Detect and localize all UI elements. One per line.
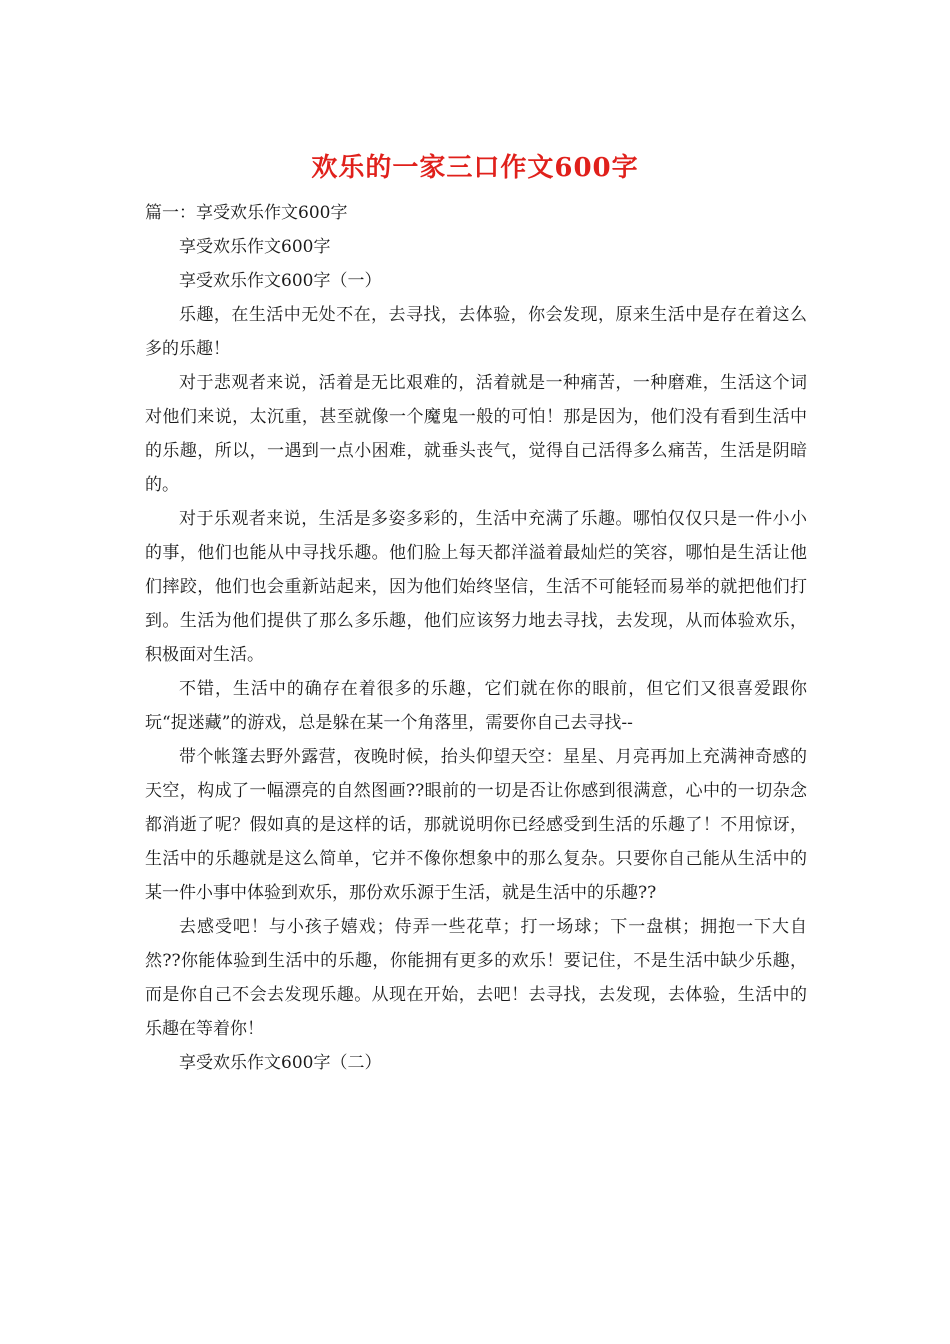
paragraph: 带个帐篷去野外露营，夜晚时候，抬头仰望天空：星星、月亮再加上充满神奇感的天空，构成了一幅漂亮的自然图画??眼前的一切是否让你感到很满意，心中的一切杂念都消逝了呢？假如真的是这样的话，那就说明你已经感受到生活的乐趣了！不用惊讶，生活中的乐趣就是这么简单，它并不像你想象中的那么复杂。只要你自己能从生活中的某一件小事中体验到欢乐，那份欢乐源于生活，就是生活中的乐趣??: [145, 747, 807, 903]
essay-title: 享受欢乐作文600字: [179, 237, 331, 257]
paragraph: 去感受吧！与小孩子嬉戏；侍弄一些花草；打一场球；下一盘棋；拥抱一下大自然??你能体验到生活中的乐趣，你能拥有更多的欢乐！要记住，不是生活中缺少乐趣，而是你自己不会去发现乐趣。从现在开始，去吧！去寻找，去发现，去体验，生活中的乐趣在等着你！: [145, 917, 807, 1039]
essay-part-heading: 享受欢乐作文600字（二）: [179, 1053, 382, 1073]
paragraph: 乐趣，在生活中无处不在，去寻找，去体验，你会发现，原来生活中是存在着这么多的乐趣！: [145, 305, 807, 359]
section-heading: 篇一：享受欢乐作文600字: [145, 203, 348, 223]
essay-part-heading: 享受欢乐作文600字（一）: [179, 271, 382, 291]
document-title: 欢乐的一家三口作文600字: [311, 153, 639, 183]
paragraph: 不错，生活中的确存在着很多的乐趣，它们就在你的眼前，但它们又很喜爱跟你玩“捉迷藏”的游戏，总是躲在某一个角落里，需要你自己去寻找--: [145, 679, 807, 733]
document-body: [145, 196, 807, 1080]
paragraph: 对于乐观者来说，生活是多姿多彩的，生活中充满了乐趣。哪怕仅仅只是一件小小的事，他们也能从中寻找乐趣。他们脸上每天都洋溢着最灿烂的笑容，哪怕是生活让他们摔跤，他们也会重新站起来，因为他们始终坚信，生活不可能轻而易举的就把他们打到。生活为他们提供了那么多乐趣，他们应该努力地去寻找，去发现，从而体验欢乐，积极面对生活。: [145, 509, 807, 665]
paragraph: 对于悲观者来说，活着是无比艰难的，活着就是一种痛苦，一种磨难，生活这个词对他们来说，太沉重，甚至就像一个魔鬼一般的可怕！那是因为，他们没有看到生活中的乐趣，所以，一遇到一点小困难，就垂头丧气，觉得自己活得多么痛苦，生活是阴暗的。: [145, 373, 807, 495]
